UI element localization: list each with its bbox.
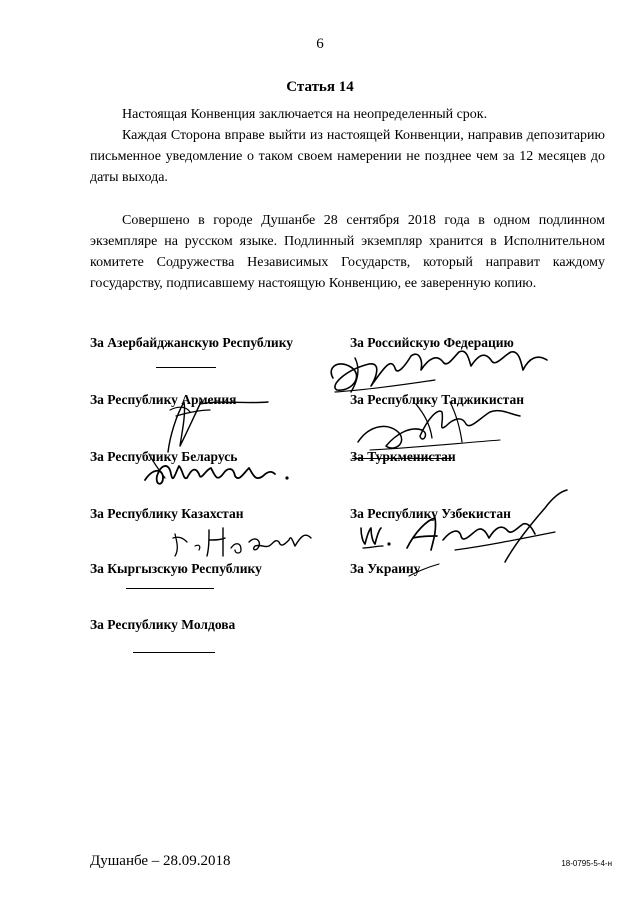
signatory-kazakhstan-label: За Республику Казахстан <box>90 506 244 521</box>
signature-uzbekistan <box>355 488 580 570</box>
page-number: 6 <box>316 36 324 52</box>
closing-paragraph: Совершено в городе Душанбе 28 сентября 2018 года в одном подлинном экземпляре на русском языке. Подлинный экземпляр хранится в Исполнительном комитете Содружества Независимых Государств, который направит каждому государству, подписавшему настоящую Конвенцию, ее заверенную копию. <box>90 213 605 291</box>
signature-ukraine-mark <box>405 560 445 580</box>
signatory-moldova-label: За Республику Молдова <box>90 617 236 632</box>
footer-place-date: Душанбе – 28.09.2018 <box>90 853 231 869</box>
signatory-turkmenistan-label: За Туркменистан <box>350 449 456 464</box>
signatory-armenia-label: За Республику Армения <box>90 392 237 407</box>
signatory-kyrgyzstan-label: За Кыргызскую Республику <box>90 561 262 576</box>
signature-russia <box>325 340 555 402</box>
signature-kazakhstan <box>165 512 325 562</box>
article-paragraph-term: Настоящая Конвенция заключается на неопределенный срок. <box>122 107 488 122</box>
signatory-russia-label: За Российскую Федерацию <box>350 335 514 350</box>
article-title: Статья 14 <box>286 79 354 95</box>
signatory-uzbekistan-label: За Республику Узбекистан <box>350 506 511 521</box>
signatory-ukraine-label: За Украину <box>350 561 421 576</box>
signatory-tajikistan-label: За Республику Таджикистан <box>350 392 524 407</box>
signatory-azerbaijan-label: За Азербайджанскую Республику <box>90 335 294 350</box>
signature-tajikistan <box>350 394 530 464</box>
footer-document-code: 18-0795-5-4-н <box>561 859 612 868</box>
signatory-belarus-label: За Республику Беларусь <box>90 449 238 464</box>
signature-line-kyrgyzstan <box>126 588 214 589</box>
signature-belarus <box>135 440 305 500</box>
article-paragraph-withdrawal: Каждая Сторона вправе выйти из настоящей Конвенции, направив депозитарию письменное уведомление о таком своем намерении не позднее чем за 12 месяцев до даты выхода. <box>90 128 605 185</box>
signature-line-azerbaijan <box>156 367 216 368</box>
signature-line-moldova <box>133 652 215 653</box>
